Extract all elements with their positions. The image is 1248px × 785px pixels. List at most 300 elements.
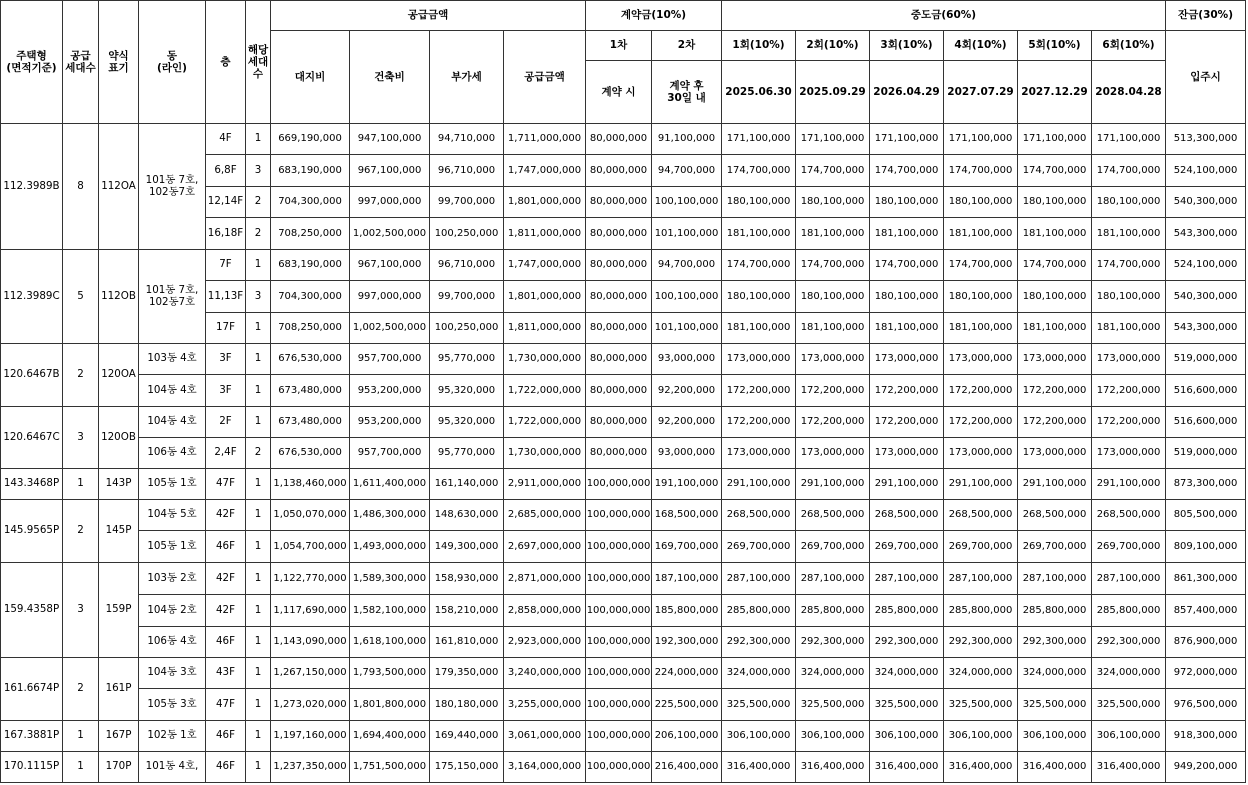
- supply-total-cell: 1,722,000,000: [504, 375, 586, 407]
- middle-2-cell: 285,800,000: [796, 595, 870, 627]
- land-cell: 704,300,000: [271, 281, 350, 313]
- vat-cell: 99,700,000: [430, 187, 504, 218]
- floor-cell: 46F: [206, 531, 246, 563]
- middle-3-cell: 291,100,000: [870, 469, 944, 500]
- building-cell: 957,700,000: [350, 344, 430, 375]
- floor-cell: 47F: [206, 469, 246, 500]
- middle-6-cell: 291,100,000: [1092, 469, 1166, 500]
- middle-2-cell: 269,700,000: [796, 531, 870, 563]
- middle-3-cell: 316,400,000: [870, 752, 944, 783]
- middle-4-cell: 173,000,000: [944, 438, 1018, 469]
- vat-cell: 100,250,000: [430, 313, 504, 344]
- middle-5-cell: 292,300,000: [1018, 627, 1092, 658]
- middle-5-cell: 171,100,000: [1018, 124, 1092, 155]
- table-row: [1, 721, 1246, 752]
- building-cell: 967,100,000: [350, 155, 430, 187]
- supply-count-cell: 8: [63, 124, 99, 250]
- floor-cell: 46F: [206, 627, 246, 658]
- middle-5-cell: 306,100,000: [1018, 721, 1092, 752]
- floor-cell: 7F: [206, 250, 246, 281]
- middle-4-cell: 316,400,000: [944, 752, 1018, 783]
- floor-cell: 16,18F: [206, 218, 246, 250]
- land-cell: 1,117,690,000: [271, 595, 350, 627]
- middle-1-cell: 268,500,000: [722, 500, 796, 531]
- supply-total-cell: 2,858,000,000: [504, 595, 586, 627]
- abbr-cell: 145P: [99, 500, 139, 563]
- header-supply-amount: 공급금액: [271, 1, 586, 31]
- middle-4-cell: 285,800,000: [944, 595, 1018, 627]
- middle-2-cell: 292,300,000: [796, 627, 870, 658]
- land-cell: 669,190,000: [271, 124, 350, 155]
- vat-cell: 95,770,000: [430, 438, 504, 469]
- floor-cell: 43F: [206, 658, 246, 689]
- building-cell: 1,002,500,000: [350, 313, 430, 344]
- building-cell: 1,694,400,000: [350, 721, 430, 752]
- middle-2-cell: 268,500,000: [796, 500, 870, 531]
- header-middle-2-date: 2025.09.29: [796, 61, 870, 124]
- floor-cell: 4F: [206, 124, 246, 155]
- vat-cell: 175,150,000: [430, 752, 504, 783]
- dong-cell: 106동 4호: [139, 627, 206, 658]
- header-middle: 중도금(60%): [722, 1, 1166, 31]
- vat-cell: 161,810,000: [430, 627, 504, 658]
- middle-5-cell: 324,000,000: [1018, 658, 1092, 689]
- supply-total-cell: 2,911,000,000: [504, 469, 586, 500]
- middle-3-cell: 180,100,000: [870, 187, 944, 218]
- floor-cell: 3F: [206, 375, 246, 407]
- deposit-1-cell: 80,000,000: [586, 281, 652, 313]
- header-middle-5: 5회(10%): [1018, 31, 1092, 61]
- middle-5-cell: 172,200,000: [1018, 375, 1092, 407]
- vat-cell: 96,710,000: [430, 155, 504, 187]
- middle-5-cell: 173,000,000: [1018, 438, 1092, 469]
- middle-1-cell: 174,700,000: [722, 250, 796, 281]
- land-cell: 676,530,000: [271, 344, 350, 375]
- supply-total-cell: 1,801,000,000: [504, 187, 586, 218]
- deposit-2-cell: 93,000,000: [652, 344, 722, 375]
- middle-3-cell: 174,700,000: [870, 250, 944, 281]
- abbr-cell: 143P: [99, 469, 139, 500]
- middle-2-cell: 291,100,000: [796, 469, 870, 500]
- header-deposit-2-when: 계약 후 30일 내: [652, 61, 722, 124]
- building-cell: 1,793,500,000: [350, 658, 430, 689]
- middle-6-cell: 174,700,000: [1092, 250, 1166, 281]
- middle-1-cell: 174,700,000: [722, 155, 796, 187]
- vat-cell: 169,440,000: [430, 721, 504, 752]
- balance-cell: 976,500,000: [1166, 689, 1246, 721]
- middle-4-cell: 325,500,000: [944, 689, 1018, 721]
- units-cell: 1: [246, 407, 271, 438]
- middle-3-cell: 174,700,000: [870, 155, 944, 187]
- table-row: [1, 563, 1246, 595]
- abbr-cell: 170P: [99, 752, 139, 783]
- deposit-1-cell: 80,000,000: [586, 375, 652, 407]
- land-cell: 1,050,070,000: [271, 500, 350, 531]
- supply-count-cell: 2: [63, 500, 99, 563]
- header-middle-4-date: 2027.07.29: [944, 61, 1018, 124]
- land-cell: 683,190,000: [271, 250, 350, 281]
- land-cell: 1,122,770,000: [271, 563, 350, 595]
- middle-6-cell: 268,500,000: [1092, 500, 1166, 531]
- table-row: [1, 469, 1246, 500]
- middle-2-cell: 316,400,000: [796, 752, 870, 783]
- middle-1-cell: 291,100,000: [722, 469, 796, 500]
- middle-4-cell: 180,100,000: [944, 187, 1018, 218]
- header-floor: 층: [206, 1, 246, 124]
- table-body: [1, 124, 1246, 783]
- building-cell: 947,100,000: [350, 124, 430, 155]
- supply-total-cell: 1,811,000,000: [504, 313, 586, 344]
- vat-cell: 158,210,000: [430, 595, 504, 627]
- middle-5-cell: 287,100,000: [1018, 563, 1092, 595]
- middle-1-cell: 269,700,000: [722, 531, 796, 563]
- dong-cell: 105동 3호: [139, 689, 206, 721]
- middle-3-cell: 292,300,000: [870, 627, 944, 658]
- abbr-cell: 159P: [99, 563, 139, 658]
- middle-1-cell: 171,100,000: [722, 124, 796, 155]
- middle-1-cell: 325,500,000: [722, 689, 796, 721]
- balance-cell: 524,100,000: [1166, 250, 1246, 281]
- vat-cell: 95,320,000: [430, 407, 504, 438]
- balance-cell: 519,000,000: [1166, 344, 1246, 375]
- deposit-2-cell: 168,500,000: [652, 500, 722, 531]
- deposit-1-cell: 80,000,000: [586, 407, 652, 438]
- middle-1-cell: 306,100,000: [722, 721, 796, 752]
- middle-3-cell: 285,800,000: [870, 595, 944, 627]
- land-cell: 1,237,350,000: [271, 752, 350, 783]
- house-type-cell: 161.6674P: [1, 658, 63, 721]
- middle-2-cell: 287,100,000: [796, 563, 870, 595]
- balance-cell: 524,100,000: [1166, 155, 1246, 187]
- header-dong: 동 (라인): [139, 1, 206, 124]
- middle-6-cell: 325,500,000: [1092, 689, 1166, 721]
- middle-3-cell: 306,100,000: [870, 721, 944, 752]
- balance-cell: 513,300,000: [1166, 124, 1246, 155]
- header-middle-5-date: 2027.12.29: [1018, 61, 1092, 124]
- floor-cell: 2,4F: [206, 438, 246, 469]
- middle-6-cell: 172,200,000: [1092, 407, 1166, 438]
- middle-4-cell: 268,500,000: [944, 500, 1018, 531]
- table-row: [1, 752, 1246, 783]
- middle-6-cell: 285,800,000: [1092, 595, 1166, 627]
- header-middle-3: 3회(10%): [870, 31, 944, 61]
- floor-cell: 42F: [206, 500, 246, 531]
- floor-cell: 3F: [206, 344, 246, 375]
- middle-6-cell: 180,100,000: [1092, 187, 1166, 218]
- balance-cell: 540,300,000: [1166, 187, 1246, 218]
- dong-cell: 104동 4호: [139, 375, 206, 407]
- middle-3-cell: 180,100,000: [870, 281, 944, 313]
- floor-cell: 47F: [206, 689, 246, 721]
- floor-cell: 17F: [206, 313, 246, 344]
- supply-total-cell: 1,730,000,000: [504, 344, 586, 375]
- balance-cell: 873,300,000: [1166, 469, 1246, 500]
- vat-cell: 148,630,000: [430, 500, 504, 531]
- middle-4-cell: 291,100,000: [944, 469, 1018, 500]
- middle-2-cell: 181,100,000: [796, 218, 870, 250]
- units-cell: 2: [246, 218, 271, 250]
- supply-total-cell: 1,730,000,000: [504, 438, 586, 469]
- middle-6-cell: 181,100,000: [1092, 218, 1166, 250]
- middle-3-cell: 287,100,000: [870, 563, 944, 595]
- balance-cell: 861,300,000: [1166, 563, 1246, 595]
- header-middle-1-date: 2025.06.30: [722, 61, 796, 124]
- dong-cell: 104동 5호: [139, 500, 206, 531]
- middle-3-cell: 173,000,000: [870, 344, 944, 375]
- abbr-cell: 112OB: [99, 250, 139, 344]
- units-cell: 1: [246, 531, 271, 563]
- balance-cell: 857,400,000: [1166, 595, 1246, 627]
- header-house-type: 주택형 (면적기준): [1, 1, 63, 124]
- middle-2-cell: 173,000,000: [796, 438, 870, 469]
- middle-6-cell: 324,000,000: [1092, 658, 1166, 689]
- deposit-1-cell: 100,000,000: [586, 752, 652, 783]
- middle-4-cell: 181,100,000: [944, 313, 1018, 344]
- dong-cell: 104동 4호: [139, 407, 206, 438]
- house-type-cell: 159.4358P: [1, 563, 63, 658]
- middle-6-cell: 287,100,000: [1092, 563, 1166, 595]
- middle-3-cell: 324,000,000: [870, 658, 944, 689]
- balance-cell: 516,600,000: [1166, 407, 1246, 438]
- balance-cell: 519,000,000: [1166, 438, 1246, 469]
- deposit-2-cell: 101,100,000: [652, 313, 722, 344]
- middle-1-cell: 292,300,000: [722, 627, 796, 658]
- deposit-1-cell: 80,000,000: [586, 313, 652, 344]
- middle-3-cell: 171,100,000: [870, 124, 944, 155]
- middle-6-cell: 171,100,000: [1092, 124, 1166, 155]
- vat-cell: 95,770,000: [430, 344, 504, 375]
- middle-1-cell: 285,800,000: [722, 595, 796, 627]
- house-type-cell: 167.3881P: [1, 721, 63, 752]
- land-cell: 1,143,090,000: [271, 627, 350, 658]
- building-cell: 997,000,000: [350, 281, 430, 313]
- table-header: [1, 1, 1246, 124]
- table-row: [1, 407, 1246, 438]
- supply-count-cell: 1: [63, 469, 99, 500]
- supply-total-cell: 2,923,000,000: [504, 627, 586, 658]
- balance-cell: 543,300,000: [1166, 313, 1246, 344]
- building-cell: 1,582,100,000: [350, 595, 430, 627]
- floor-cell: 12,14F: [206, 187, 246, 218]
- middle-6-cell: 316,400,000: [1092, 752, 1166, 783]
- units-cell: 1: [246, 344, 271, 375]
- house-type-cell: 112.3989C: [1, 250, 63, 344]
- middle-6-cell: 181,100,000: [1092, 313, 1166, 344]
- supply-count-cell: 1: [63, 752, 99, 783]
- abbr-cell: 167P: [99, 721, 139, 752]
- supply-total-cell: 3,255,000,000: [504, 689, 586, 721]
- middle-6-cell: 269,700,000: [1092, 531, 1166, 563]
- supply-total-cell: 1,711,000,000: [504, 124, 586, 155]
- middle-1-cell: 180,100,000: [722, 281, 796, 313]
- header-middle-6: 6회(10%): [1092, 31, 1166, 61]
- middle-5-cell: 181,100,000: [1018, 313, 1092, 344]
- abbr-cell: 161P: [99, 658, 139, 721]
- vat-cell: 149,300,000: [430, 531, 504, 563]
- units-cell: 2: [246, 438, 271, 469]
- middle-4-cell: 181,100,000: [944, 218, 1018, 250]
- deposit-1-cell: 80,000,000: [586, 344, 652, 375]
- table-row: [1, 627, 1246, 658]
- deposit-2-cell: 187,100,000: [652, 563, 722, 595]
- middle-3-cell: 181,100,000: [870, 218, 944, 250]
- vat-cell: 158,930,000: [430, 563, 504, 595]
- land-cell: 673,480,000: [271, 375, 350, 407]
- abbr-cell: 120OB: [99, 407, 139, 469]
- building-cell: 1,611,400,000: [350, 469, 430, 500]
- dong-cell: 101동 7호, 102동7호: [139, 124, 206, 250]
- land-cell: 1,138,460,000: [271, 469, 350, 500]
- middle-4-cell: 171,100,000: [944, 124, 1018, 155]
- deposit-2-cell: 94,700,000: [652, 155, 722, 187]
- header-middle-1: 1회(10%): [722, 31, 796, 61]
- dong-cell: 102동 1호: [139, 721, 206, 752]
- deposit-1-cell: 80,000,000: [586, 187, 652, 218]
- middle-1-cell: 180,100,000: [722, 187, 796, 218]
- supply-total-cell: 2,685,000,000: [504, 500, 586, 531]
- supply-count-cell: 3: [63, 563, 99, 658]
- vat-cell: 161,140,000: [430, 469, 504, 500]
- deposit-1-cell: 100,000,000: [586, 469, 652, 500]
- supply-total-cell: 1,747,000,000: [504, 155, 586, 187]
- units-cell: 1: [246, 375, 271, 407]
- supply-total-cell: 1,747,000,000: [504, 250, 586, 281]
- middle-2-cell: 180,100,000: [796, 281, 870, 313]
- supply-count-cell: 2: [63, 658, 99, 721]
- building-cell: 1,618,100,000: [350, 627, 430, 658]
- land-cell: 708,250,000: [271, 313, 350, 344]
- house-type-cell: 112.3989B: [1, 124, 63, 250]
- vat-cell: 95,320,000: [430, 375, 504, 407]
- dong-cell: 103동 4호: [139, 344, 206, 375]
- header-deposit: 계약금(10%): [586, 1, 722, 31]
- middle-5-cell: 173,000,000: [1018, 344, 1092, 375]
- middle-3-cell: 325,500,000: [870, 689, 944, 721]
- land-cell: 673,480,000: [271, 407, 350, 438]
- middle-2-cell: 172,200,000: [796, 407, 870, 438]
- units-cell: 1: [246, 469, 271, 500]
- middle-6-cell: 173,000,000: [1092, 344, 1166, 375]
- deposit-2-cell: 92,200,000: [652, 407, 722, 438]
- land-cell: 1,267,150,000: [271, 658, 350, 689]
- middle-6-cell: 180,100,000: [1092, 281, 1166, 313]
- balance-cell: 543,300,000: [1166, 218, 1246, 250]
- building-cell: 957,700,000: [350, 438, 430, 469]
- middle-5-cell: 172,200,000: [1018, 407, 1092, 438]
- deposit-2-cell: 216,400,000: [652, 752, 722, 783]
- house-type-cell: 120.6467C: [1, 407, 63, 469]
- middle-4-cell: 172,200,000: [944, 375, 1018, 407]
- floor-cell: 46F: [206, 752, 246, 783]
- house-type-cell: 145.9565P: [1, 500, 63, 563]
- middle-3-cell: 181,100,000: [870, 313, 944, 344]
- middle-2-cell: 174,700,000: [796, 250, 870, 281]
- building-cell: 1,002,500,000: [350, 218, 430, 250]
- table-row: [1, 438, 1246, 469]
- floor-cell: 6,8F: [206, 155, 246, 187]
- deposit-1-cell: 100,000,000: [586, 689, 652, 721]
- balance-cell: 540,300,000: [1166, 281, 1246, 313]
- deposit-2-cell: 169,700,000: [652, 531, 722, 563]
- deposit-1-cell: 100,000,000: [586, 627, 652, 658]
- middle-1-cell: 181,100,000: [722, 218, 796, 250]
- header-balance-when: 입주시: [1166, 31, 1246, 124]
- middle-5-cell: 285,800,000: [1018, 595, 1092, 627]
- deposit-1-cell: 80,000,000: [586, 155, 652, 187]
- middle-5-cell: 174,700,000: [1018, 250, 1092, 281]
- deposit-1-cell: 100,000,000: [586, 563, 652, 595]
- floor-cell: 11,13F: [206, 281, 246, 313]
- deposit-2-cell: 191,100,000: [652, 469, 722, 500]
- middle-5-cell: 316,400,000: [1018, 752, 1092, 783]
- middle-2-cell: 173,000,000: [796, 344, 870, 375]
- building-cell: 953,200,000: [350, 407, 430, 438]
- balance-cell: 949,200,000: [1166, 752, 1246, 783]
- dong-cell: 104동 3호: [139, 658, 206, 689]
- header-middle-6-date: 2028.04.28: [1092, 61, 1166, 124]
- units-cell: 1: [246, 124, 271, 155]
- units-cell: 1: [246, 752, 271, 783]
- table-row: [1, 124, 1246, 155]
- header-vat: 부가세: [430, 31, 504, 124]
- middle-6-cell: 174,700,000: [1092, 155, 1166, 187]
- land-cell: 708,250,000: [271, 218, 350, 250]
- middle-5-cell: 268,500,000: [1018, 500, 1092, 531]
- deposit-2-cell: 224,000,000: [652, 658, 722, 689]
- deposit-1-cell: 100,000,000: [586, 500, 652, 531]
- middle-4-cell: 174,700,000: [944, 155, 1018, 187]
- units-cell: 2: [246, 187, 271, 218]
- house-type-cell: 170.1115P: [1, 752, 63, 783]
- middle-1-cell: 172,200,000: [722, 375, 796, 407]
- deposit-2-cell: 94,700,000: [652, 250, 722, 281]
- units-cell: 1: [246, 595, 271, 627]
- middle-3-cell: 173,000,000: [870, 438, 944, 469]
- middle-3-cell: 172,200,000: [870, 375, 944, 407]
- deposit-2-cell: 225,500,000: [652, 689, 722, 721]
- table-row: [1, 250, 1246, 281]
- deposit-2-cell: 192,300,000: [652, 627, 722, 658]
- deposit-2-cell: 101,100,000: [652, 218, 722, 250]
- house-type-cell: 120.6467B: [1, 344, 63, 407]
- middle-4-cell: 172,200,000: [944, 407, 1018, 438]
- building-cell: 1,486,300,000: [350, 500, 430, 531]
- dong-cell: 103동 2호: [139, 563, 206, 595]
- vat-cell: 94,710,000: [430, 124, 504, 155]
- table-row: [1, 531, 1246, 563]
- land-cell: 676,530,000: [271, 438, 350, 469]
- deposit-2-cell: 100,100,000: [652, 281, 722, 313]
- abbr-cell: 112OA: [99, 124, 139, 250]
- dong-cell: 101동 7호, 102동7호: [139, 250, 206, 344]
- floor-cell: 2F: [206, 407, 246, 438]
- land-cell: 1,273,020,000: [271, 689, 350, 721]
- building-cell: 967,100,000: [350, 250, 430, 281]
- middle-1-cell: 287,100,000: [722, 563, 796, 595]
- floor-cell: 42F: [206, 563, 246, 595]
- middle-2-cell: 171,100,000: [796, 124, 870, 155]
- middle-5-cell: 291,100,000: [1018, 469, 1092, 500]
- table-row: [1, 595, 1246, 627]
- floor-cell: 42F: [206, 595, 246, 627]
- supply-count-cell: 3: [63, 407, 99, 469]
- table-row: [1, 344, 1246, 375]
- building-cell: 1,751,500,000: [350, 752, 430, 783]
- supply-total-cell: 1,722,000,000: [504, 407, 586, 438]
- units-cell: 1: [246, 658, 271, 689]
- land-cell: 683,190,000: [271, 155, 350, 187]
- units-cell: 1: [246, 627, 271, 658]
